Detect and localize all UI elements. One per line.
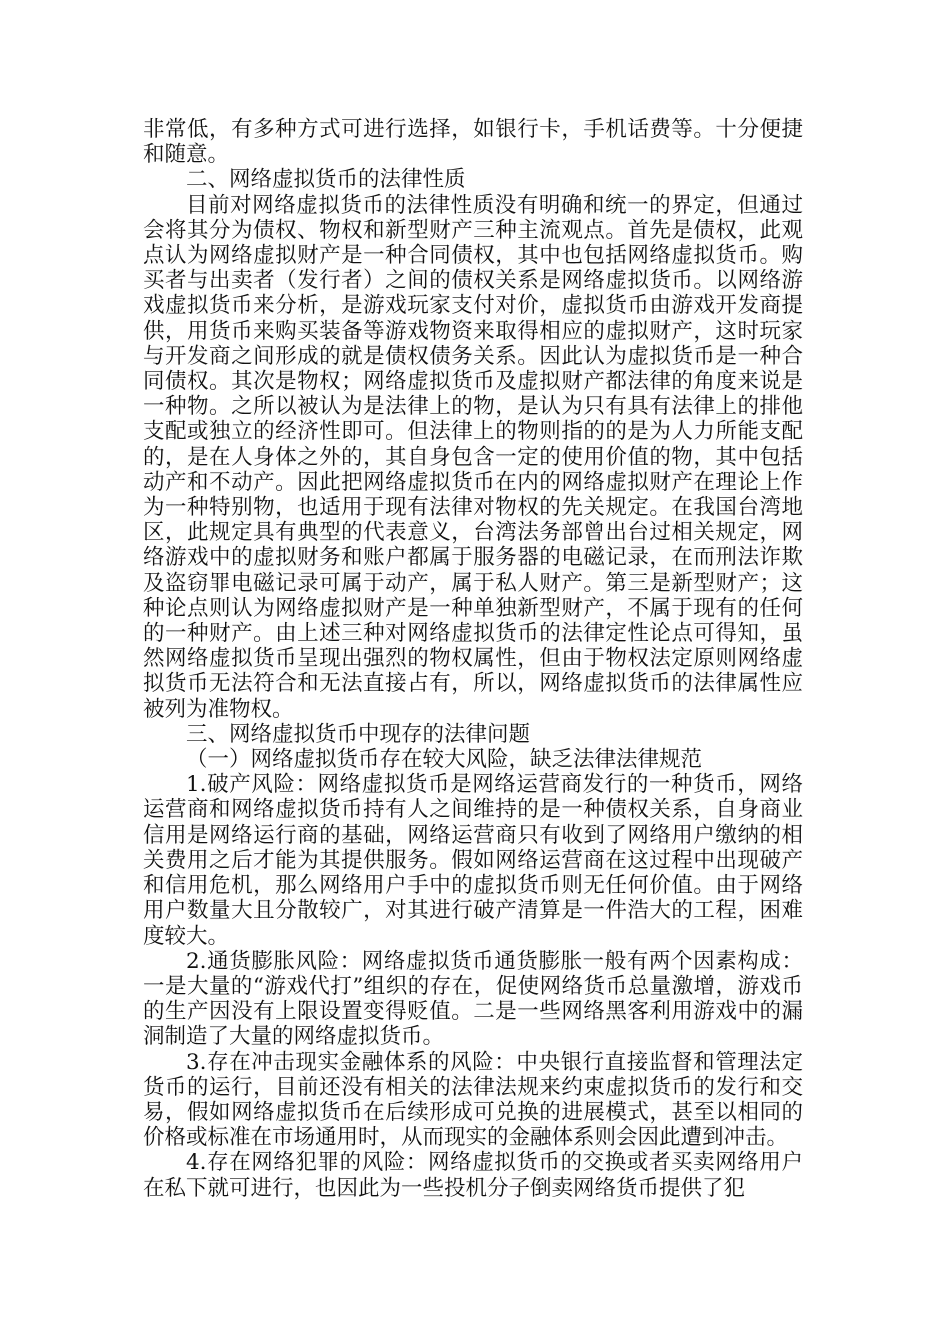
paragraph-financial-system-risk: 3.存在冲击现实金融体系的风险：中央银行直接监督和管理法定货币的运行，目前还没有相关的法律法规来约束虚拟货币的发行和交易，假如网络虚拟货币在后续形成可兑换的进展模式，甚至以相同的价格或标准在市场通用时，从而现实的金融体系则会因此遭到冲击。	[143, 1049, 803, 1151]
paragraph-cybercrime-risk: 4.存在网络犯罪的风险：网络虚拟货币的交换或者买卖网络用户在私下就可进行，也因此为一些投机分子倒卖网络货币提供了犯	[143, 1150, 803, 1201]
paragraph-inflation-risk: 2.通货膨胀风险：网络虚拟货币通货膨胀一般有两个因素构成：一是大量的“游戏代打”组织的存在，促使网络货币总量激增，游戏币的生产因没有上限设置变得贬值。二是一些网络黑客利用游戏中的漏洞制造了大量的网络虚拟货币。	[143, 948, 803, 1050]
document-page	[143, 117, 803, 1201]
paragraph-bankruptcy-risk: 1.破产风险：网络虚拟货币是网络运营商发行的一种货币，网络运营商和网络虚拟货币持有人之间维持的是一种债权关系，自身商业信用是网络运行商的基础，网络运营商只有收到了网络用户缴纳的相关费用之后才能为其提供服务。假如网络运营商在这过程中出现破产和信用危机，那么网络用户手中的虚拟货币则无任何价值。由于网络用户数量大且分散较广，对其进行破产清算是一件浩大的工程，困难度较大。	[143, 772, 803, 949]
paragraph-legal-nature: 目前对网络虚拟货币的法律性质没有明确和统一的界定，但通过会将其分为债权、物权和新型财产三种主流观点。首先是债权，此观点认为网络虚拟财产是一种合同债权，其中也包括网络虚拟货币。购买者与出卖者（发行者）之间的债权关系是网络虚拟货币。以网络游戏虚拟货币来分析，是游戏玩家支付对价，虚拟货币由游戏开发商提供，用货币来购买装备等游戏物资来取得相应的虚拟财产，这时玩家与开发商之间形成的就是债权债务关系。因此认为虚拟货币是一种合同债权。其次是物权；网络虚拟货币及虚拟财产都法律的角度来说是一种物。之所以被认为是法律上的物，是认为只有具有法律上的排他支配或独立的经济性即可。但法律上的物则指的的是为人力所能支配的，是在人身体之外的，其自身包含一定的使用价值的物，其中包括动产和不动产。因此把网络虚拟货币在内的网络虚拟财产在理论上作为一种特别物，也适用于现有法律对物权的先关规定。在我国台湾地区，此规定具有典型的代表意义，台湾法务部曾出台过相关规定，网络游戏中的虚拟财务和账户都属于服务器的电磁记录，在而刑法诈欺及盗窃罪电磁记录可属于动产，属于私人财产。第三是新型财产；这种论点则认为网络虚拟财产是一种单独新型财产，不属于现有的任何的一种财产。由上述三种对网络虚拟货币的法律定性论点可得知，虽然网络虚拟货币呈现出强烈的物权属性，但由于物权法定原则网络虚拟货币无法符合和无法直接占有，所以，网络虚拟货币的法律属性应被列为准物权。	[143, 192, 803, 722]
section-heading-3: 三、网络虚拟货币中现存的法律问题	[186, 721, 531, 747]
subsection-heading-1: （一）网络虚拟货币存在较大风险，缺乏法律法律规范	[186, 747, 703, 773]
paragraph-continuation: 非常低，有多种方式可进行选择，如银行卡，手机话费等。十分便捷和随意。	[143, 117, 803, 168]
section-heading-2: 二、网络虚拟货币的法律性质	[186, 167, 466, 193]
